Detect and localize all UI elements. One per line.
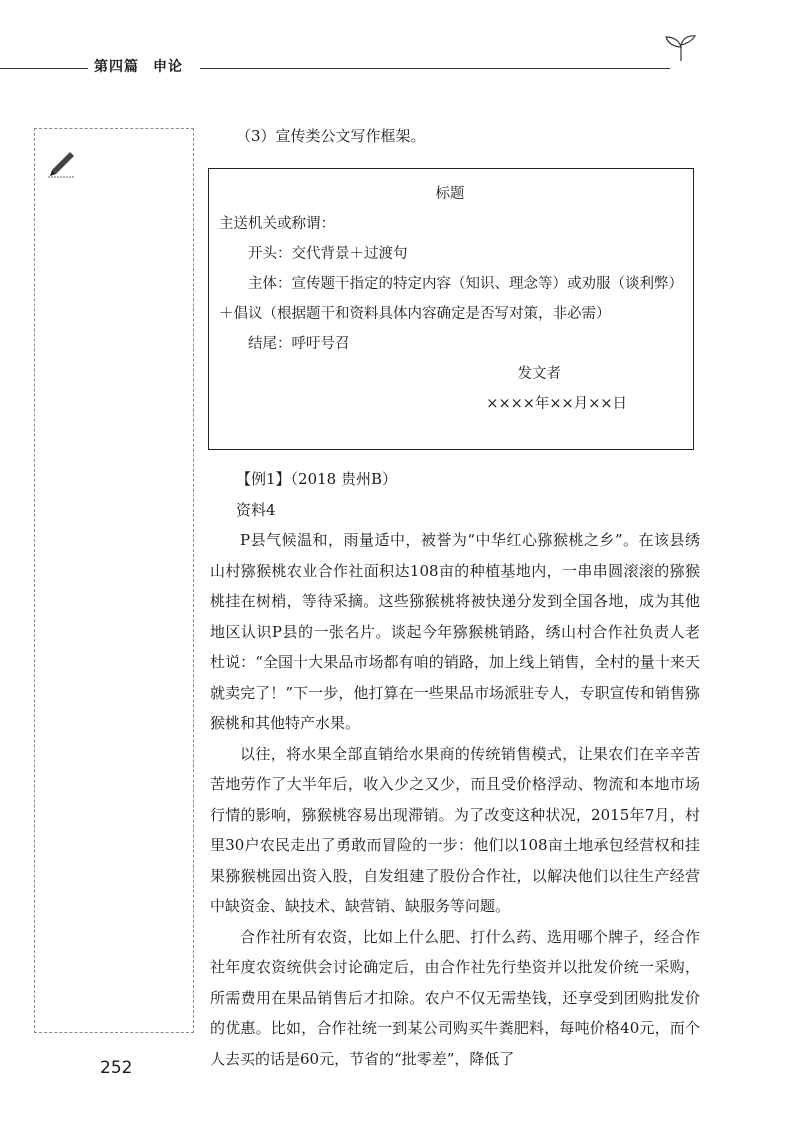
example-label: 【例1】（2018 贵州B）	[236, 470, 398, 488]
running-header	[94, 56, 183, 76]
template-ending: 结尾：呼吁号召	[248, 336, 350, 352]
header-rule-left	[0, 68, 88, 69]
main-content	[210, 124, 700, 148]
example-paragraph-3: 合作社所有农资，比如上什么肥、打什么药、选用哪个牌子，经合作社年度农资统供会讨论确定后，由合作社先行垫资并以批发价统一采购，所需费用在果品销售后才扣除。农户不仅无需垫钱，还享受到团购批发价的优惠。比如，合作社统一到某公司购买牛粪肥料，每吨价格40元，而个人去买的话是60元，节省的“批零差”，降低了	[210, 927, 700, 1068]
template-title: 标题	[435, 186, 465, 202]
margin-notes-box	[34, 128, 194, 1033]
section-title: （3）宣传类公文写作框架。	[236, 127, 426, 145]
template-box	[208, 168, 694, 450]
example-paragraph-2: 以往，将水果全部直销给水果商的传统销售模式，让果农们在辛辛苦苦地劳作了大半年后，收入少之又少，而且受价格浮动、物流和本地市场行情的影响，猕猴桃容易出现滞销。为了改变这种状况，2015年7月，村里30户农民走出了勇敢而冒险的一步：他们以108亩土地承包经营权和挂果猕猴桃园出资入股，自发组建了股份合作社，以解决他们以往生产经营中缺资金、缺技术、缺营销、缺服务等问题。	[210, 744, 700, 915]
template-opening: 开头：交代背景＋过渡句	[248, 246, 408, 262]
header-part: 第四篇	[94, 59, 139, 75]
template-body: 主体：宣传题干指定的特定内容（知识、理念等）或劝服（谈利弊）＋倡议（根据题干和资料具体内容确定是否写对策，非必需）	[219, 276, 676, 322]
example-section	[210, 464, 700, 1074]
example-material: 资料4	[236, 500, 276, 519]
template-date: ××××年××月××日	[486, 396, 627, 412]
header-subject: 申论	[153, 59, 183, 75]
header-rule-right	[200, 68, 670, 69]
pen-icon	[46, 148, 80, 178]
template-salutation: 主送机关或称谓：	[219, 216, 335, 232]
template-issuer: 发文者	[517, 366, 561, 382]
sprout-icon	[664, 34, 698, 62]
page-number: 252	[100, 1058, 133, 1078]
example-paragraph-1: P县气候温和，雨量适中，被誉为“中华红心猕猴桃之乡”。在该县绣山村猕猴桃农业合作社面积达108亩的种植基地内，一串串圆滚滚的猕猴桃挂在树梢，等待采摘。这些猕猴桃将被快递分发到全国各地，成为其他地区认识P县的一张名片。谈起今年猕猴桃销路，绣山村合作社负责人老杜说：“全国十大果品市场都有咱的销路，加上线上销售，全村的量十来天就卖完了！”下一步，他打算在一些果品市场派驻专人，专职宣传和销售猕猴桃和其他特产水果。	[210, 531, 700, 732]
